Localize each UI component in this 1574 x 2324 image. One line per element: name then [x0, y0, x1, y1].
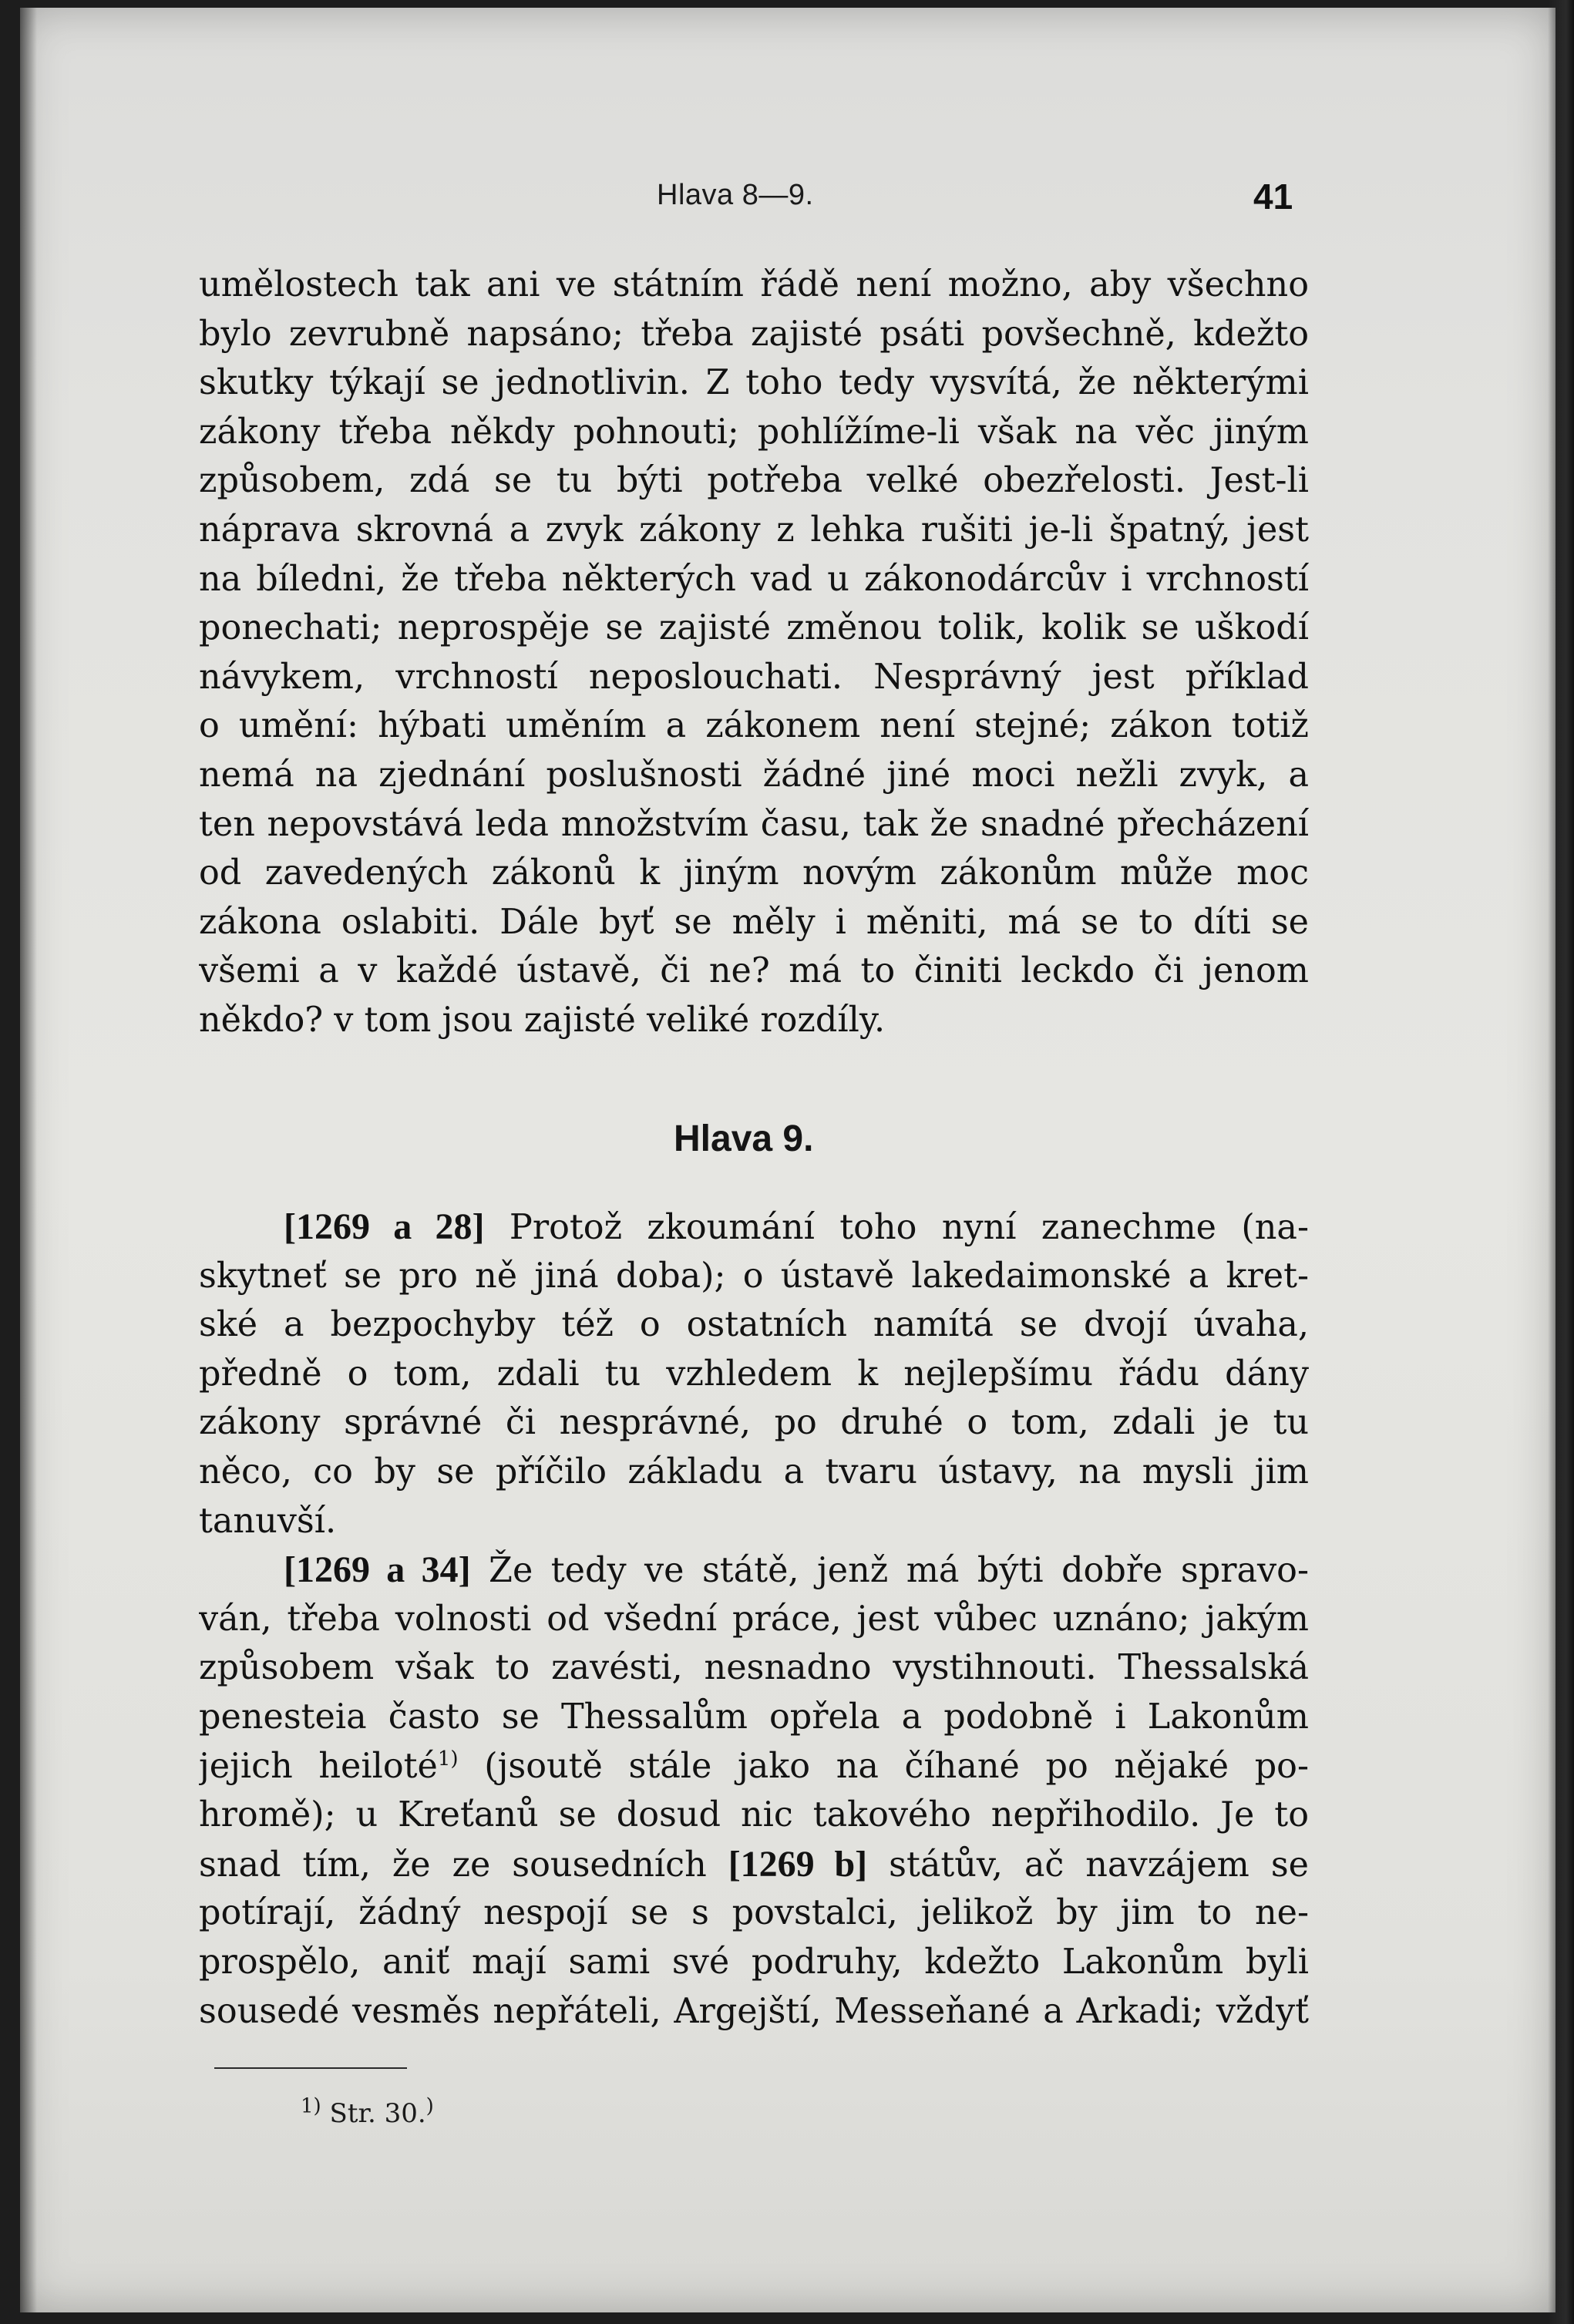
bekker-reference: [1269 a 34]	[284, 1549, 471, 1591]
text-line: bylo zevrubně napsáno; třeba zajisté psáti povšechně, kdežto	[199, 314, 1309, 354]
text-segment: Že tedy ve státě, jenž má býti dobře spravo-	[489, 1551, 1309, 1591]
text-line: náprava skrovná a zvyk zákony z lehka rušiti je-li špatný, jest	[199, 510, 1309, 550]
text-line: umělostech tak ani ve státním řádě není možno, aby všechno	[199, 265, 1309, 304]
chapter-9-body	[199, 1202, 1309, 2036]
running-head	[0, 179, 1574, 225]
text-line: tanuvší.	[199, 1501, 337, 1541]
text-line	[199, 1840, 1309, 1889]
text-line: ván, třeba volnosti od všední práce, jest vůbec uznáno; jakým	[199, 1599, 1309, 1639]
binding-shadow	[20, 8, 37, 2312]
text-line: sousedé vesměs nepřáteli, Argejští, Messeňané a Arkadi; vždyť	[199, 1991, 1309, 2031]
footnote-text: Str. 30.	[329, 2098, 426, 2129]
page-edge	[1548, 0, 1574, 2324]
text-line: někdo? v tom jsou zajisté veliké rozdíly.	[199, 1000, 886, 1040]
text-line: prospělo, aniť mají sami své podruhy, kdežto Lakonům byli	[199, 1942, 1309, 1982]
text-line: od zavedených zákonů k jiným novým zákonům může moc	[199, 853, 1309, 893]
text-line: ponechati; neprospěje se zajisté změnou tolik, kolik se uškodí	[199, 608, 1309, 648]
text-line	[199, 1742, 1309, 1791]
footnote-trailing: )	[425, 2094, 434, 2118]
text-line: všemi a v každé ústavě, či ne? má to činiti leckdo či jenom	[199, 951, 1309, 991]
footnote-marker[interactable]: 1)	[437, 1747, 459, 1771]
bekker-reference: [1269 b]	[728, 1843, 868, 1885]
text-segment: (jsoutě stále jako na číhané po nějaké po-	[484, 1746, 1309, 1786]
text-line: nemá na zjednání poslušnosti žádné jiné moci nežli zvyk, a	[199, 755, 1309, 795]
text-line: skutky týkají se jednotlivin. Z toho tedy vysvítá, že některými	[199, 363, 1309, 403]
text-line: způsobem, zdá se tu býti potřeba velké obezřelosti. Jest-li	[199, 461, 1309, 501]
text-line: ten nepovstává leda množstvím času, tak že snadné přecházení	[199, 804, 1309, 844]
chapter-9-title: Hlava 9.	[674, 1118, 814, 1159]
text-segment: jejich heiloté	[199, 1746, 438, 1786]
text-line: zákony třeba někdy pohnouti; pohlížíme-li však na věc jiným	[199, 412, 1309, 452]
text-line: penesteia často se Thessalům opřela a podobně i Lakonům	[199, 1697, 1309, 1737]
text-line: ské a bezpochyby též o ostatních namítá se dvojí úvaha,	[199, 1305, 1309, 1345]
text-segment: snad tím, že ze sousedních	[199, 1845, 707, 1885]
paragraph-first-line	[199, 1202, 1309, 1252]
chapter-8-tail	[199, 261, 1309, 1045]
footnote-divider	[214, 2067, 407, 2069]
text-line: něco, co by se příčilo základu a tvaru ústavy, na mysli jim	[199, 1451, 1309, 1492]
bekker-reference: [1269 a 28]	[284, 1206, 485, 1247]
running-title: Hlava 8—9.	[657, 179, 814, 211]
text-line: skytneť se pro ně jiná doba); o ústavě lakedaimonské a kret-	[199, 1256, 1309, 1296]
text-line: způsobem však to zavésti, nesnadno vystihnouti. Thessalská	[199, 1648, 1309, 1688]
footnote	[301, 2094, 434, 2129]
text-line: návykem, vrchností neposlouchati. Nesprávný jest příklad	[199, 657, 1309, 697]
text-segment: státův, ač navzájem se	[889, 1845, 1309, 1885]
text-segment: Protož zkoumání toho nyní zanechme (na-	[509, 1208, 1309, 1247]
footnote-mark: 1)	[301, 2094, 321, 2118]
text-line: zákona oslabiti. Dále byť se měly i měniti, má se to díti se	[199, 902, 1309, 942]
text-line: předně o tom, zdali tu vzhledem k nejlepšímu řádu dány	[199, 1354, 1309, 1394]
page-number: 41	[1253, 177, 1293, 217]
text-line: zákony správné či nesprávné, po druhé o tom, zdali je tu	[199, 1403, 1309, 1443]
text-line: hromě); u Kreťanů se dosud nic takového nepřihodilo. Je to	[199, 1795, 1309, 1835]
text-line: na bíledni, že třeba některých vad u zákonodárcův i vrchností	[199, 559, 1309, 599]
text-line: potírají, žádný nespojí se s povstalci, jelikož by jim to ne-	[199, 1893, 1309, 1933]
text-line: o umění: hýbati uměním a zákonem není stejné; zákon totiž	[199, 706, 1309, 746]
paragraph-first-line	[199, 1545, 1309, 1595]
